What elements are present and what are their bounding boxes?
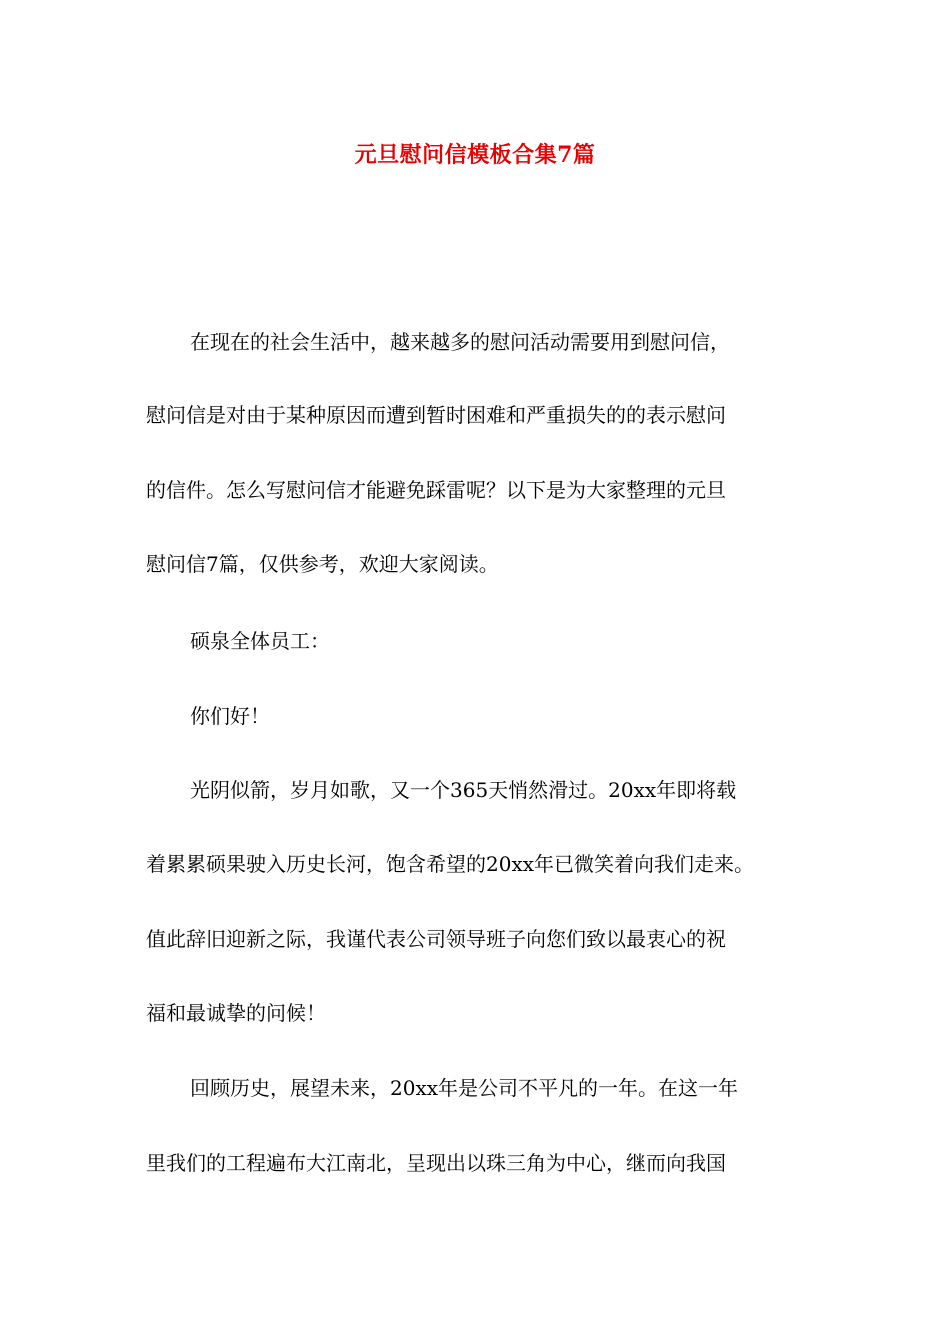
document-title: 元旦慰问信模板合集7篇 — [354, 142, 596, 168]
greeting: 你们好！ — [190, 704, 270, 728]
paragraph-1-line-4: 福和最诚挚的问候！ — [146, 1001, 326, 1025]
paragraph-intro-line-2: 慰问信是对由于某种原因而遭到暂时困难和严重损失的的表示慰问 — [146, 403, 726, 427]
paragraph-2-line-2: 里我们的工程遍布大江南北，呈现出以珠三角为中心，继而向我国 — [146, 1151, 726, 1175]
paragraph-intro-line-1: 在现在的社会生活中，越来越多的慰问活动需要用到慰问信， — [190, 330, 730, 354]
salutation: 硕泉全体员工： — [190, 629, 330, 653]
paragraph-2-line-1: 回顾历史，展望未来，20xx年是公司不平凡的一年。在这一年 — [190, 1076, 739, 1100]
paragraph-intro-line-3: 的信件。怎么写慰问信才能避免踩雷呢？以下是为大家整理的元旦 — [146, 478, 726, 502]
paragraph-1-line-2: 着累累硕果驶入历史长河，饱含希望的20xx年已微笑着向我们走来。 — [146, 852, 755, 876]
paragraph-1-line-3: 值此辞旧迎新之际，我谨代表公司领导班子向您们致以最衷心的祝 — [146, 927, 726, 951]
paragraph-intro-line-4: 慰问信7篇，仅供参考，欢迎大家阅读。 — [146, 552, 499, 576]
paragraph-1-line-1: 光阴似箭，岁月如歌，又一个365天悄然滑过。20xx年即将载 — [190, 778, 737, 802]
